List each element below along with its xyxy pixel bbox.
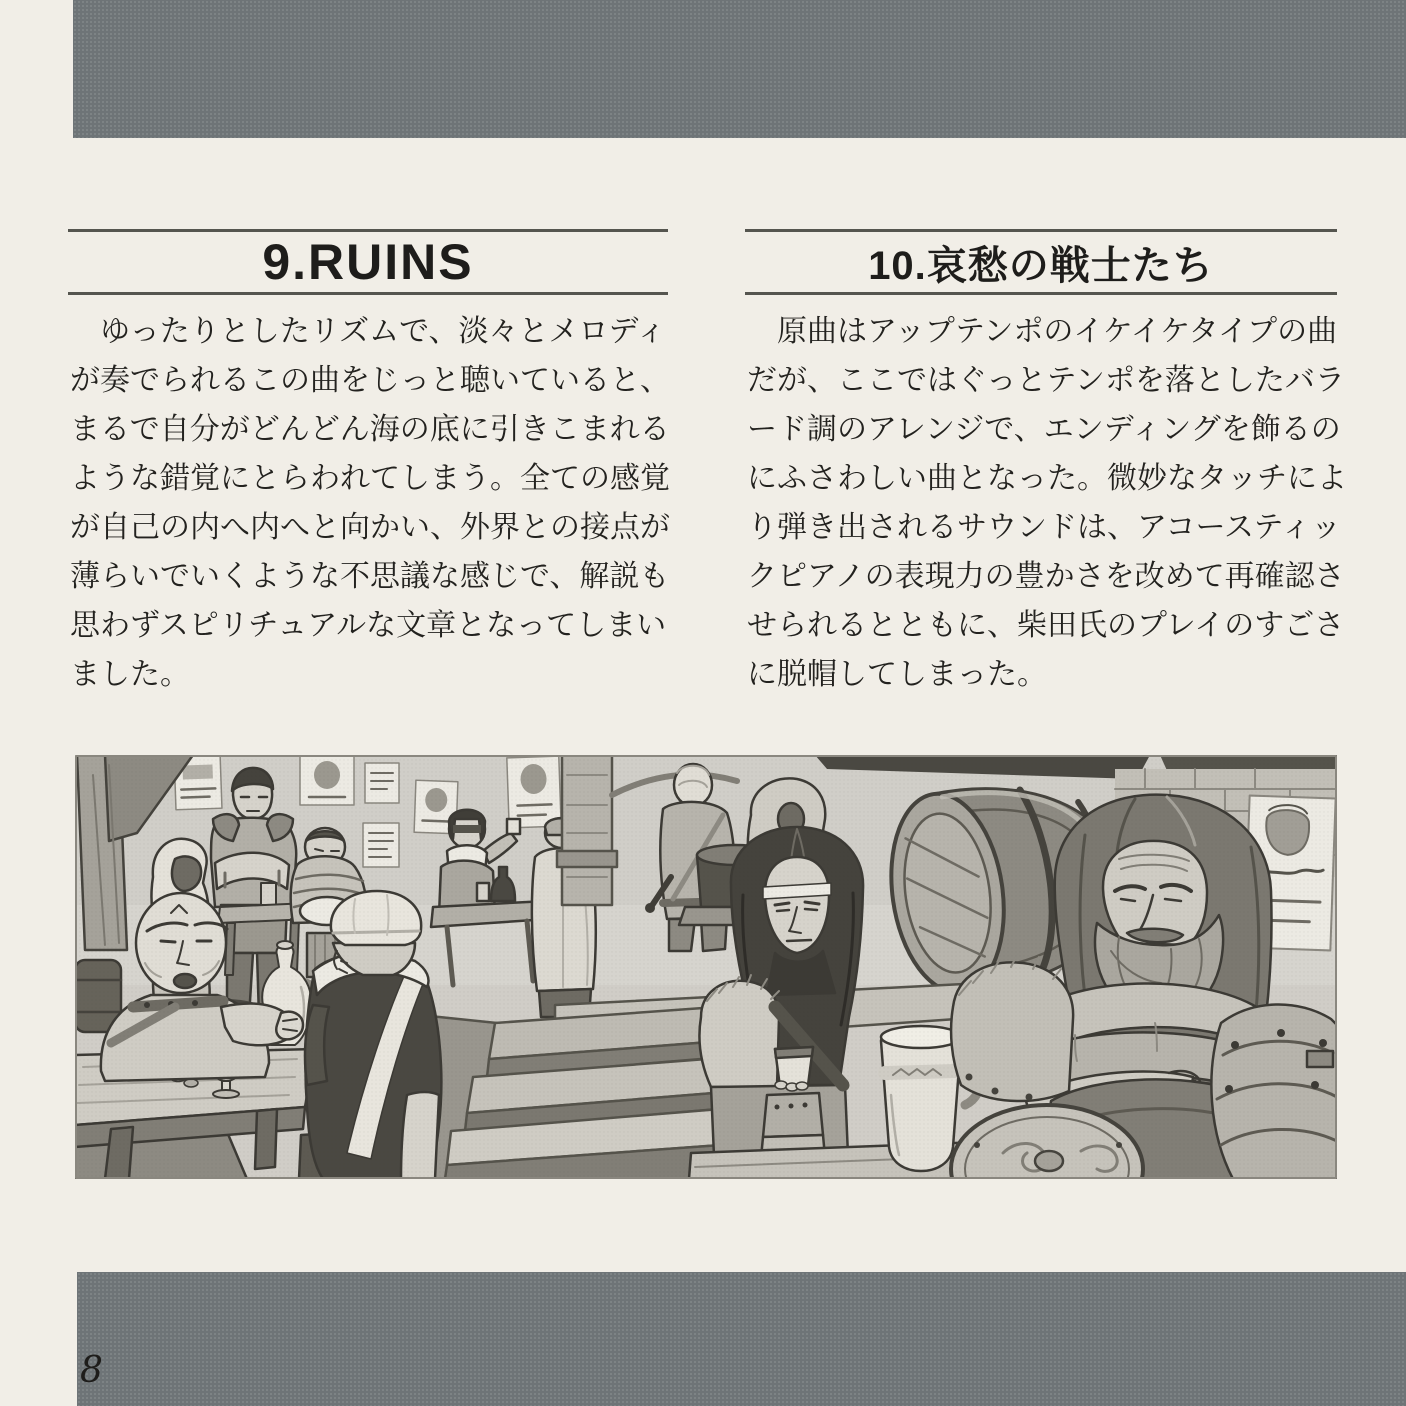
body-line: 薄らいでいくような不思議な感じで、解説も: [70, 559, 670, 594]
track-body-left: [70, 307, 670, 699]
body-line: ました。: [70, 657, 190, 692]
halftone-texture: [75, 755, 1337, 1179]
track-title: 10.哀愁の戦士たち: [868, 243, 1214, 288]
track-title-block: [68, 229, 668, 295]
body-line: が奏でられるこの曲をじっと聴いていると、: [70, 363, 670, 398]
track-column-right: [745, 229, 1337, 295]
body-line: せられるとともに、柴田氏のプレイのすごさ: [747, 608, 1345, 643]
bottom-gray-band: [77, 1272, 1406, 1406]
track-title-block: [745, 229, 1337, 295]
body-line: ゆったりとしたリズムで、淡々とメロディ: [70, 314, 667, 349]
body-line: クピアノの表現力の豊かさを改めて再確認さ: [747, 559, 1345, 594]
body-line: に脱帽してしまった。: [747, 657, 1047, 692]
tavern-scene-svg: [75, 755, 1337, 1179]
body-line: ード調のアレンジで、エンディングを飾るの: [747, 412, 1341, 447]
body-line: ような錯覚にとらわれてしまう。全ての感覚: [70, 461, 670, 496]
page-number: 8: [80, 1350, 103, 1391]
top-gray-band: [73, 0, 1406, 138]
body-line: り弾き出されるサウンドは、アコースティッ: [747, 510, 1341, 545]
tavern-illustration: [75, 755, 1337, 1179]
track-body-right: [747, 307, 1347, 699]
track-title: 9.RUINS: [262, 234, 474, 290]
body-line: 原曲はアップテンポのイケイケタイプの曲: [747, 314, 1338, 349]
body-line: まるで自分がどんどん海の底に引きこまれる: [70, 412, 670, 447]
body-line: が自己の内へ内へと向かい、外界との接点が: [70, 510, 670, 545]
body-line: 思わずスピリチュアルな文章となってしまい: [70, 608, 667, 643]
body-line: にふさわしい曲となった。微妙なタッチによ: [747, 461, 1347, 496]
track-column-left: [68, 229, 668, 295]
body-line: だが、ここではぐっとテンポを落としたバラ: [747, 363, 1345, 398]
